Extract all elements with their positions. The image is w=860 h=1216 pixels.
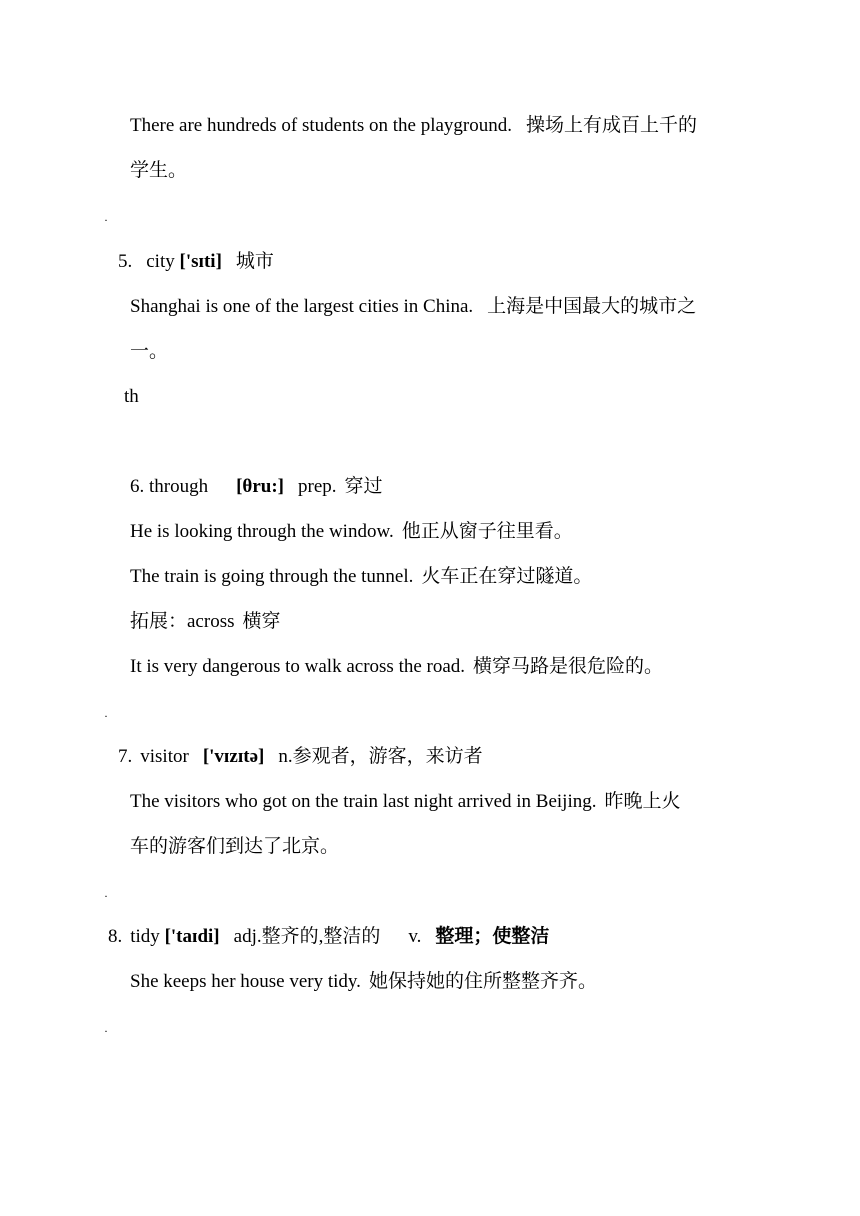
entry-meaning-v: 整理；使整洁 bbox=[435, 926, 550, 947]
example-zh: 火车正在穿过隧道。 bbox=[421, 566, 593, 587]
entry-pos-v: v. bbox=[408, 926, 422, 947]
entry-city-example-line-1 bbox=[130, 295, 696, 319]
separator-dot: · bbox=[104, 709, 108, 723]
entry-phonetic: [θru:] bbox=[236, 476, 285, 497]
entry-meaning: 城市 bbox=[235, 251, 274, 272]
separator-dot: · bbox=[104, 1024, 108, 1038]
entry-city-note bbox=[124, 385, 139, 409]
entry-through-extension bbox=[130, 610, 281, 634]
entry-phonetic: ['vɪzɪtə] bbox=[202, 746, 265, 767]
entry-word: city bbox=[146, 251, 175, 272]
example-en: He is looking through the window. bbox=[130, 521, 394, 542]
example-zh-continued: 车的游客们到达了北京。 bbox=[130, 836, 340, 857]
example-zh: 上海是中国最大的城市之 bbox=[487, 296, 697, 317]
entry-number: 5. bbox=[118, 251, 133, 272]
entry-meaning-adj: adj.整齐的,整洁的 bbox=[233, 926, 381, 947]
entry-through-extension-example bbox=[130, 655, 663, 679]
entry-meaning: n.参观者，游客，来访者 bbox=[278, 746, 483, 767]
extension-label: 拓展：across bbox=[130, 611, 235, 632]
entry-word: tidy bbox=[130, 926, 160, 947]
extension-meaning: 横穿 bbox=[242, 611, 281, 632]
entry-visitor-heading bbox=[118, 745, 483, 769]
example-zh: 她保持她的住所整整齐齐。 bbox=[368, 971, 597, 992]
entry-tidy-example bbox=[130, 970, 597, 994]
note-text: th bbox=[124, 386, 139, 407]
example-en: The visitors who got on the train last night arrived in Beijing. bbox=[130, 791, 597, 812]
entry-tidy-heading bbox=[108, 925, 549, 949]
entry-through-example-1 bbox=[130, 520, 573, 544]
entry-city-heading bbox=[118, 250, 274, 274]
example-zh: 他正从窗子往里看。 bbox=[401, 521, 573, 542]
entry-through-heading bbox=[130, 475, 383, 499]
entry-visitor-example-line-1 bbox=[130, 790, 681, 814]
intro-example-line-2 bbox=[130, 159, 187, 183]
entry-word: visitor bbox=[140, 746, 189, 767]
intro-example-zh: 操场上有成百上千的 bbox=[526, 115, 698, 136]
example-en: Shanghai is one of the largest cities in China. bbox=[130, 296, 474, 317]
entry-meaning: 穿过 bbox=[344, 476, 383, 497]
example-en: It is very dangerous to walk across the road. bbox=[130, 656, 466, 677]
entry-number: 8. bbox=[108, 926, 123, 947]
entry-number: 7. bbox=[118, 746, 133, 767]
entry-phonetic: ['taɪdi] bbox=[164, 926, 220, 947]
example-zh-continued: 一。 bbox=[130, 341, 169, 362]
entry-number: 6. bbox=[130, 476, 145, 497]
example-zh: 横穿马路是很危险的。 bbox=[473, 656, 664, 677]
intro-example-zh-continued: 学生。 bbox=[130, 160, 188, 181]
example-en: She keeps her house very tidy. bbox=[130, 971, 361, 992]
entry-city-example-line-2 bbox=[130, 340, 168, 364]
separator-dot: · bbox=[104, 213, 108, 227]
entry-phonetic: ['sɪti] bbox=[179, 251, 222, 272]
entry-pos: prep. bbox=[298, 476, 337, 497]
separator-dot: · bbox=[104, 889, 108, 903]
entry-visitor-example-line-2 bbox=[130, 835, 339, 859]
entry-word: through bbox=[149, 476, 209, 497]
intro-example-line-1 bbox=[130, 114, 697, 138]
intro-example-en: There are hundreds of students on the playground. bbox=[130, 115, 513, 136]
entry-through-example-2 bbox=[130, 565, 592, 589]
example-en: The train is going through the tunnel. bbox=[130, 566, 414, 587]
example-zh: 昨晚上火 bbox=[604, 791, 681, 812]
